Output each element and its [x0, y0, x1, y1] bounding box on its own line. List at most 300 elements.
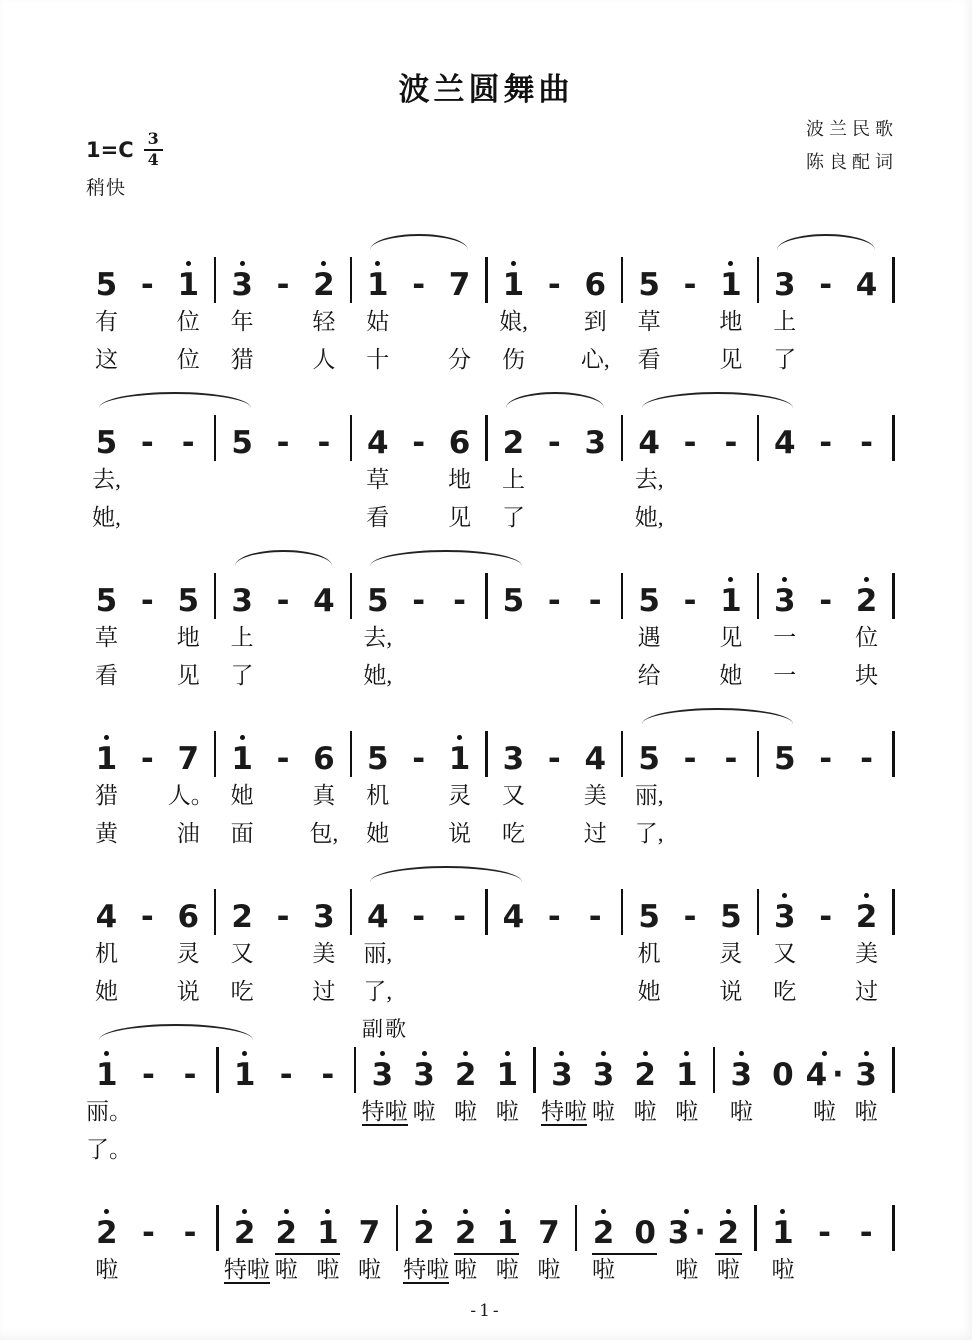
key-signature: 1=C: [86, 137, 134, 162]
lyric-syllable: [846, 499, 887, 537]
lyric-text: 到: [583, 309, 607, 334]
barline-column: [480, 255, 493, 379]
note-glyph-wrap: [280, 1057, 293, 1093]
lyric-syllable: [751, 815, 764, 853]
lyric-text: 心,: [580, 347, 610, 372]
lyric-syllable: [762, 1131, 804, 1169]
note-cell: [86, 413, 127, 461]
lyric-text: 啦: [357, 1257, 381, 1282]
note-glyph-wrap: [638, 899, 660, 935]
lyric-syllable: [887, 499, 900, 537]
barline-cell: [887, 1045, 900, 1093]
note-glyph-wrap: [367, 583, 389, 619]
duration-dash: -: [276, 425, 290, 461]
note-digit: 1: [96, 1057, 118, 1093]
note-cell: [666, 1203, 708, 1251]
lyric-syllable: [390, 1251, 403, 1289]
note-digit: 5: [95, 583, 118, 619]
note-column: [357, 413, 398, 537]
lyric-syllable: [887, 1093, 900, 1131]
lyric-syllable: [86, 341, 127, 379]
note-cell: [804, 1045, 846, 1093]
lyric-syllable: [570, 1251, 583, 1289]
lyric-syllable: [222, 815, 263, 853]
note-glyph-wrap: [277, 425, 290, 461]
lyric-text: 吃: [501, 821, 525, 846]
note-glyph-wrap: [497, 1057, 519, 1093]
lyric-syllable: [169, 1131, 211, 1169]
lyric-text: 轻: [312, 309, 336, 334]
note-glyph-wrap: [277, 899, 290, 935]
barline: [892, 889, 895, 935]
note-cell: [169, 1045, 211, 1093]
page-number: -1-: [470, 1301, 502, 1321]
note-column: [528, 1203, 570, 1289]
note-column: [710, 413, 751, 537]
note-column: [670, 887, 711, 1011]
lyric-syllable: [710, 461, 751, 499]
note-cell: [169, 1203, 211, 1251]
barline-column: [887, 1203, 900, 1289]
lyric-text: 吃: [773, 979, 797, 1004]
octave-dot: [864, 893, 869, 898]
barline-column: [570, 1203, 583, 1289]
barline: [621, 731, 624, 777]
note-cell: [265, 1203, 307, 1251]
lyric-syllable: [751, 303, 764, 341]
octave-dot: [463, 1051, 468, 1056]
lyric-text: 啦: [675, 1257, 699, 1282]
lyric-text: 美: [583, 783, 607, 808]
octave-dot: [684, 1209, 689, 1214]
lyric-syllable: [575, 303, 616, 341]
note-column: [670, 413, 711, 537]
note-cell: [764, 571, 805, 619]
note-column: [804, 1045, 846, 1169]
lyric-syllable: [127, 657, 168, 695]
barline-cell: [344, 571, 357, 619]
note-glyph-wrap: [184, 1057, 197, 1093]
lyric-text: 一: [773, 625, 797, 650]
note-digit: 5: [231, 425, 253, 461]
lyric-syllable: [629, 815, 670, 853]
note-glyph-wrap: [724, 741, 737, 777]
note-digit: 3: [371, 1057, 394, 1093]
lyric-syllable: [128, 1131, 170, 1169]
octave-dot: [684, 1051, 689, 1056]
octave-dot: [104, 1051, 109, 1056]
lyric-syllable: [804, 1251, 846, 1289]
eighth-underline: [592, 1253, 625, 1256]
note-column: [721, 1045, 763, 1169]
duration-dash: -: [141, 1215, 155, 1251]
lyric-text: 了: [230, 663, 254, 688]
note-cell: [357, 729, 398, 777]
note-digit: 5: [638, 267, 660, 303]
lyric-text: 遇: [637, 625, 661, 650]
barline-column: [887, 729, 900, 853]
duration-dash: -: [819, 741, 833, 777]
lyric-syllable: [209, 973, 222, 1011]
lyric-text: 过: [312, 979, 336, 1004]
note-column: [670, 571, 711, 695]
lyric-text: 十: [366, 347, 390, 372]
lyric-syllable: [751, 341, 764, 379]
note-column: [263, 255, 304, 379]
duration-dash: -: [859, 1215, 873, 1251]
note-cell: [168, 413, 209, 461]
note-glyph-wrap: [860, 741, 873, 777]
lyric-syllable: [708, 1251, 750, 1289]
barline: [754, 1205, 757, 1251]
credits: [806, 113, 898, 180]
lyric-syllable: [398, 499, 439, 537]
score-header: [0, 109, 972, 213]
lyric-syllable: [263, 303, 304, 341]
octave-dot: [782, 577, 787, 582]
lyric-text: 啦: [729, 1099, 753, 1124]
note-cell: [303, 729, 344, 777]
note-cell: [128, 1203, 170, 1251]
lyric-syllable: [263, 341, 304, 379]
lyric-text: 去,: [363, 625, 393, 650]
lyric-syllable: [575, 815, 616, 853]
lyric-syllable: [398, 619, 439, 657]
note-column: [167, 729, 214, 853]
lyric-text: 草: [94, 625, 118, 650]
note-cell: [534, 413, 575, 461]
key-and-time-signature: [86, 131, 163, 169]
octave-dot: [782, 893, 787, 898]
note-glyph-wrap: [819, 741, 832, 777]
duration-dash: -: [140, 899, 154, 935]
lyric-syllable: [222, 303, 263, 341]
note-glyph-wrap: [503, 899, 525, 935]
note-cell: [846, 571, 887, 619]
lyric-syllable: [575, 341, 616, 379]
lyric-syllable: [846, 973, 887, 1011]
lyric-text: 面: [230, 821, 254, 846]
lyric-syllable: [209, 461, 222, 499]
duration-dash: -: [412, 583, 426, 619]
note-column: [303, 729, 344, 853]
note-column: [361, 1045, 408, 1169]
note-column: [583, 1045, 625, 1169]
eighth-underline: [715, 1253, 742, 1256]
lyric-text: 见: [176, 663, 200, 688]
note-glyph-wrap: [141, 899, 154, 935]
lyric-syllable: [670, 657, 711, 695]
note-digit: 3: [231, 583, 253, 619]
barline-column: [209, 255, 222, 379]
note-cell: [708, 1203, 750, 1251]
note-column: [805, 887, 846, 1011]
octave-dot: [375, 261, 380, 266]
duration-dash: -: [140, 425, 154, 461]
lyric-text: 猎: [94, 783, 118, 808]
lyric-syllable: [303, 777, 344, 815]
lyric-syllable: [344, 657, 357, 695]
lyric-syllable: [710, 973, 751, 1011]
note-cell: [439, 413, 480, 461]
note-glyph-wrap: [548, 425, 561, 461]
note-glyph-wrap: [449, 267, 471, 303]
barline-cell: [209, 255, 222, 303]
score-line: [86, 695, 900, 853]
lyric-syllable: [624, 1093, 666, 1131]
note-digit: 3: [774, 899, 796, 935]
barline-column: [344, 571, 357, 695]
octave-dot: [726, 1209, 731, 1214]
note-cell: [721, 1045, 763, 1093]
note-cell: [439, 729, 480, 777]
barline-column: [887, 571, 900, 695]
note-column: [127, 887, 168, 1011]
barline-cell: [887, 887, 900, 935]
note-column: [534, 413, 575, 537]
barline-cell: [616, 729, 629, 777]
barline: [216, 1205, 219, 1251]
barline-column: [616, 729, 629, 853]
duration-dash: -: [724, 425, 738, 461]
lyric-syllable: [805, 341, 846, 379]
note-glyph-wrap: [231, 583, 253, 619]
augmentation-dot: ·: [832, 1057, 844, 1092]
barline-column: [349, 1045, 362, 1169]
lyric-syllable: [575, 499, 616, 537]
note-glyph-wrap: [856, 899, 878, 935]
octave-dot: [104, 735, 109, 740]
barline-cell: [211, 1045, 224, 1093]
note-digit: 5: [95, 267, 118, 303]
lyric-text: 地: [448, 467, 472, 492]
lyric-syllable: [764, 303, 805, 341]
lyric-syllable: [804, 1131, 846, 1169]
note-column: [805, 413, 846, 537]
note-cell: [583, 1203, 625, 1251]
note-digit: 4: [367, 425, 389, 461]
lyric-syllable: [805, 935, 846, 973]
lyric-syllable: [762, 1251, 804, 1289]
lyric-syllable: [222, 657, 263, 695]
note-cell: [486, 1045, 528, 1093]
note-cell: [575, 729, 616, 777]
note-cell: [307, 1045, 349, 1093]
octave-dot: [739, 1051, 744, 1056]
octave-dot: [728, 261, 733, 266]
lyric-text: 灵: [176, 941, 200, 966]
note-column: [493, 255, 534, 379]
note-glyph-wrap: [372, 1057, 394, 1093]
duration-dash: -: [683, 583, 697, 619]
lyric-syllable: [263, 619, 304, 657]
note-glyph-wrap: [313, 267, 335, 303]
lyric-syllable: [403, 1131, 445, 1169]
note-column: [764, 571, 805, 695]
note-digit: 3: [231, 267, 253, 303]
lyric-text: 啦: [274, 1257, 298, 1282]
barline: [533, 1047, 536, 1093]
note-glyph-wrap: [819, 899, 832, 935]
lyric-text: 特啦: [403, 1257, 450, 1282]
lyric-syllable: [762, 1093, 804, 1131]
note-glyph-wrap: [412, 425, 425, 461]
barline-column: [344, 413, 357, 537]
lyric-syllable: [303, 657, 344, 695]
lyric-syllable: [168, 815, 209, 853]
note-cell: [86, 1045, 128, 1093]
lyric-syllable: [493, 461, 534, 499]
note-cell: [575, 887, 616, 935]
note-glyph-wrap: [359, 1215, 381, 1251]
duration-dash: -: [140, 741, 154, 777]
lyric-text: 她: [230, 783, 254, 808]
lyric-syllable: [209, 657, 222, 695]
lyric-syllable: [764, 499, 805, 537]
lyric-text: 美: [855, 941, 879, 966]
note-glyph-wrap: [856, 583, 878, 619]
note-cell: [224, 1203, 266, 1251]
lyric-syllable: [357, 461, 398, 499]
note-glyph-wrap: [234, 1057, 256, 1093]
slur-arc: [370, 866, 522, 882]
lyric-syllable: [349, 1131, 362, 1169]
lyric-text: 位: [176, 347, 200, 372]
note-column: [624, 1045, 666, 1169]
lyric-syllable: [86, 303, 127, 341]
note-cell: [224, 1045, 266, 1093]
note-digit: 5: [502, 583, 525, 619]
note-column: [127, 571, 168, 695]
note-glyph-wrap: [453, 583, 466, 619]
duration-dash: -: [547, 741, 561, 777]
note-cell: [846, 887, 887, 935]
lyric-text: 看: [94, 663, 118, 688]
barline: [214, 889, 217, 935]
note-column: [575, 571, 616, 695]
note-column: [222, 729, 263, 853]
lyric-syllable: [721, 1131, 763, 1169]
lyric-syllable: [629, 499, 670, 537]
note-digit: 6: [177, 899, 200, 935]
note-digit: 5: [367, 583, 389, 619]
note-digit: 5: [638, 741, 660, 777]
lyric-syllable: [629, 657, 670, 695]
lyric-syllable: [480, 657, 493, 695]
lyric-syllable: [764, 657, 805, 695]
eighth-underline: [454, 1253, 487, 1256]
barline-cell: [209, 887, 222, 935]
barline-cell: [349, 1045, 362, 1093]
note-cell: [710, 571, 751, 619]
lyric-text: 啦: [675, 1099, 699, 1124]
note-cell: [493, 255, 534, 303]
slur-arc: [370, 550, 522, 566]
note-cell: [534, 255, 575, 303]
lyric-syllable: [168, 973, 209, 1011]
barline-column: [209, 729, 222, 853]
lyric-syllable: [887, 1251, 900, 1289]
lyric-syllable: [349, 1251, 391, 1289]
duration-dash: -: [181, 425, 195, 461]
note-cell: [127, 887, 168, 935]
lyric-text: 位: [176, 309, 200, 334]
lyric-syllable: [575, 461, 616, 499]
note-column: [710, 255, 751, 379]
lyric-syllable: [344, 935, 357, 973]
note-cell: [493, 729, 534, 777]
barline-column: [887, 887, 900, 1011]
lyric-text: 了。: [86, 1137, 132, 1162]
note-digit: 2: [502, 425, 525, 461]
barline-cell: [480, 255, 493, 303]
note-digit: 1: [367, 267, 389, 303]
lyric-text: 包,: [309, 821, 339, 846]
lyric-text: 啦: [495, 1257, 519, 1282]
note-digit: 2: [855, 899, 878, 935]
eighth-underline: [306, 1253, 339, 1256]
note-digit: 1: [502, 267, 525, 303]
duration-dash: -: [724, 741, 738, 777]
lyric-syllable: [887, 461, 900, 499]
barline: [350, 257, 353, 303]
note-digit: 3: [855, 1057, 877, 1093]
duration-dash: -: [276, 899, 290, 935]
lyric-syllable: [168, 657, 209, 695]
barline: [892, 257, 895, 303]
note-digit: 4: [584, 741, 607, 777]
barline-cell: [751, 571, 764, 619]
barline: [350, 573, 353, 619]
duration-dash: -: [183, 1057, 197, 1093]
lyric-text: 特啦: [223, 1257, 270, 1282]
barline: [892, 1047, 895, 1093]
note-glyph-wrap: [684, 583, 697, 619]
note-glyph-wrap: [684, 899, 697, 935]
note-glyph-wrap: [668, 1215, 706, 1251]
octave-dot: [780, 1209, 785, 1214]
lyric-syllable: [749, 1251, 762, 1289]
note-cell: [403, 1045, 445, 1093]
lyric-syllable: [167, 777, 214, 815]
credit-lyricist: 陈良配词: [806, 152, 898, 173]
octave-dot: [321, 261, 326, 266]
note-glyph-wrap: [772, 1215, 794, 1251]
lyric-syllable: [534, 935, 575, 973]
octave-dot: [380, 1051, 385, 1056]
note-column: [846, 571, 887, 695]
note-cell: [710, 413, 751, 461]
octave-dot: [864, 577, 869, 582]
note-cell: [575, 413, 616, 461]
note-digit: 2: [454, 1057, 477, 1093]
duration-dash: -: [547, 899, 561, 935]
lyric-text: 说: [448, 821, 472, 846]
lyric-syllable: [357, 777, 398, 815]
note-column: [439, 255, 480, 379]
lyric-syllable: [303, 499, 344, 537]
note-glyph-wrap: [724, 425, 737, 461]
lyric-syllable: [751, 777, 764, 815]
barline-column: [209, 571, 222, 695]
lyric-syllable: [209, 499, 222, 537]
lyric-text: 上: [773, 309, 797, 334]
note-cell: [357, 413, 398, 461]
barline: [621, 257, 624, 303]
lyric-syllable: [168, 341, 209, 379]
lyric-text: 啦: [771, 1257, 795, 1282]
note-cell: [439, 887, 480, 935]
